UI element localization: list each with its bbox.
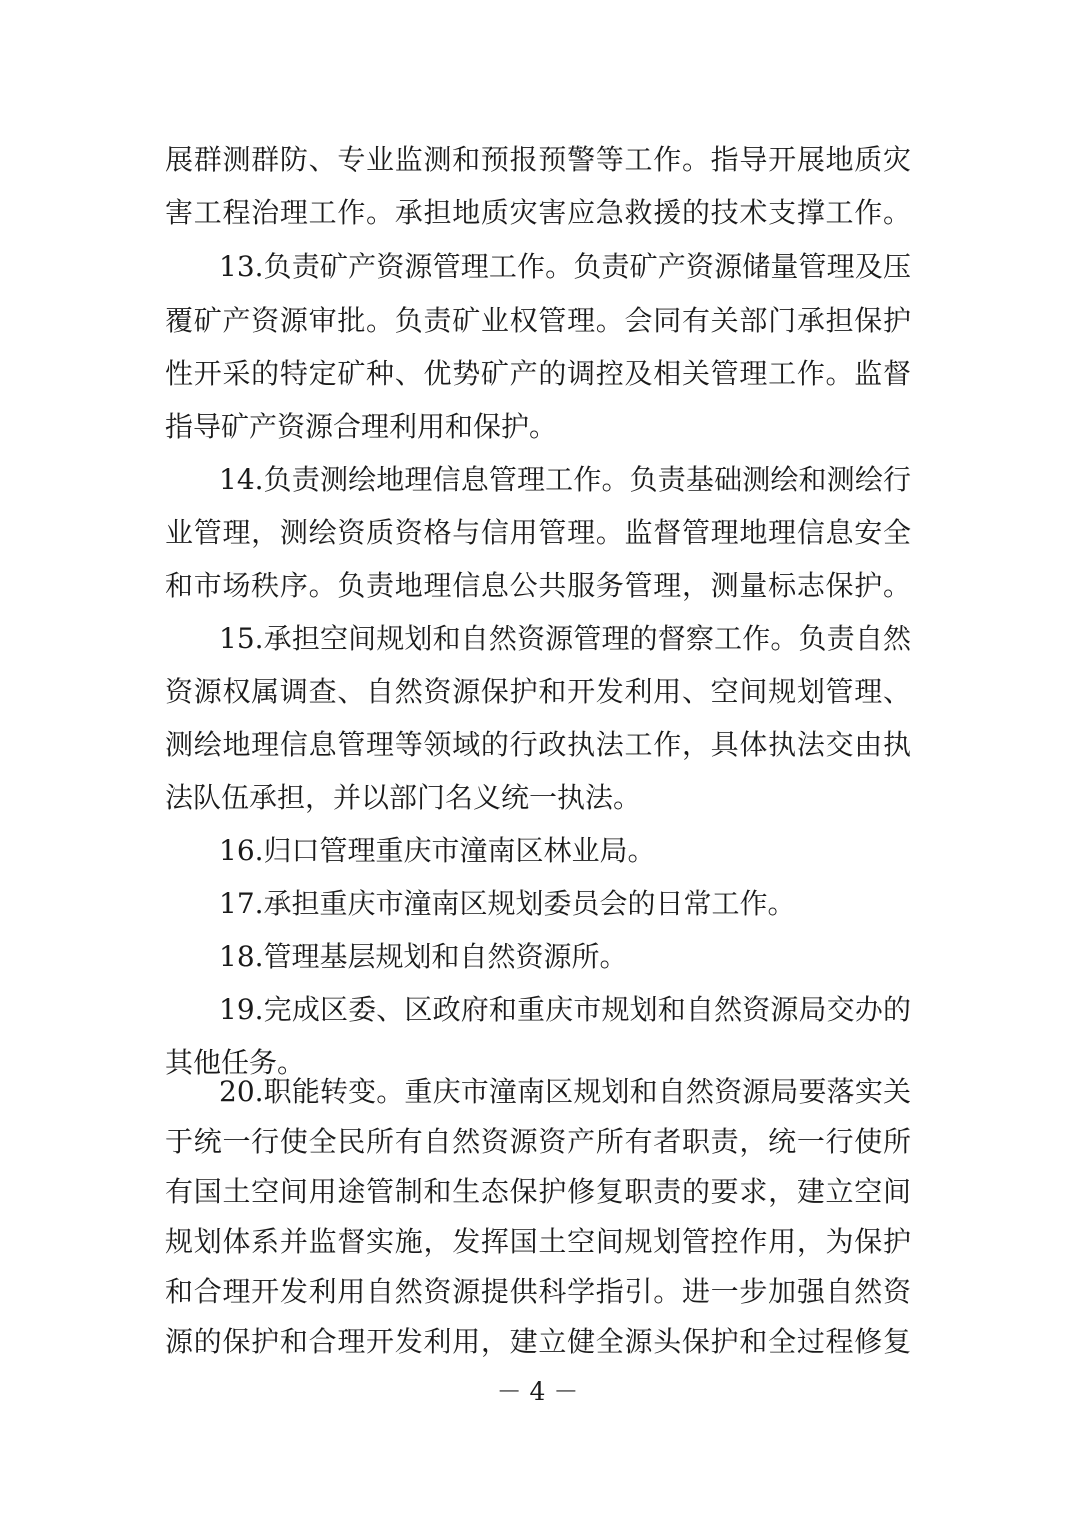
text-line: 14.负责测绘地理信息管理工作。负责基础测绘和测绘行: [219, 463, 911, 496]
text-line: 其他任务。: [165, 1046, 306, 1079]
text-line: 害工程治理工作。承担地质灾害应急救援的技术支撑工作。: [165, 196, 911, 229]
text-line: 测绘地理信息管理等领域的行政执法工作，具体执法交由执: [165, 728, 911, 761]
text-line: 13.负责矿产资源管理工作。负责矿产资源储量管理及压: [219, 250, 911, 283]
text-line: 资源权属调查、自然资源保护和开发利用、空间规划管理、: [165, 675, 911, 708]
text-line: 17.承担重庆市潼南区规划委员会的日常工作。: [219, 887, 796, 920]
text-line: 19.完成区委、区政府和重庆市规划和自然资源局交办的: [219, 993, 911, 1026]
text-line: 和合理开发利用自然资源提供科学指引。进一步加强自然资: [165, 1275, 911, 1308]
text-line: 16.归口管理重庆市潼南区林业局。: [219, 834, 656, 867]
text-line: 性开采的特定矿种、优势矿产的调控及相关管理工作。监督: [165, 357, 911, 390]
text-line: 规划体系并监督实施，发挥国土空间规划管控作用，为保护: [165, 1225, 911, 1258]
text-line: 覆矿产资源审批。负责矿业权管理。会同有关部门承担保护: [165, 304, 911, 337]
text-line: 展群测群防、专业监测和预报预警等工作。指导开展地质灾: [165, 143, 911, 176]
text-line: 和市场秩序。负责地理信息公共服务管理，测量标志保护。: [165, 569, 911, 602]
text-line: 有国土空间用途管制和生态保护修复职责的要求，建立空间: [165, 1175, 911, 1208]
text-line: 法队伍承担，并以部门名义统一执法。: [165, 781, 642, 814]
page-number: － 4 －: [496, 1377, 579, 1406]
text-line: 20.职能转变。重庆市潼南区规划和自然资源局要落实关: [219, 1075, 911, 1108]
text-line: 指导矿产资源合理利用和保护。: [165, 410, 558, 443]
text-line: 业管理，测绘资质资格与信用管理。监督管理地理信息安全: [165, 516, 911, 549]
text-line: 18.管理基层规划和自然资源所。: [219, 940, 628, 973]
text-line: 于统一行使全民所有自然资源资产所有者职责，统一行使所: [165, 1125, 911, 1158]
text-line: 源的保护和合理开发利用，建立健全源头保护和全过程修复: [165, 1325, 911, 1358]
text-line: 15.承担空间规划和自然资源管理的督察工作。负责自然: [219, 622, 911, 655]
